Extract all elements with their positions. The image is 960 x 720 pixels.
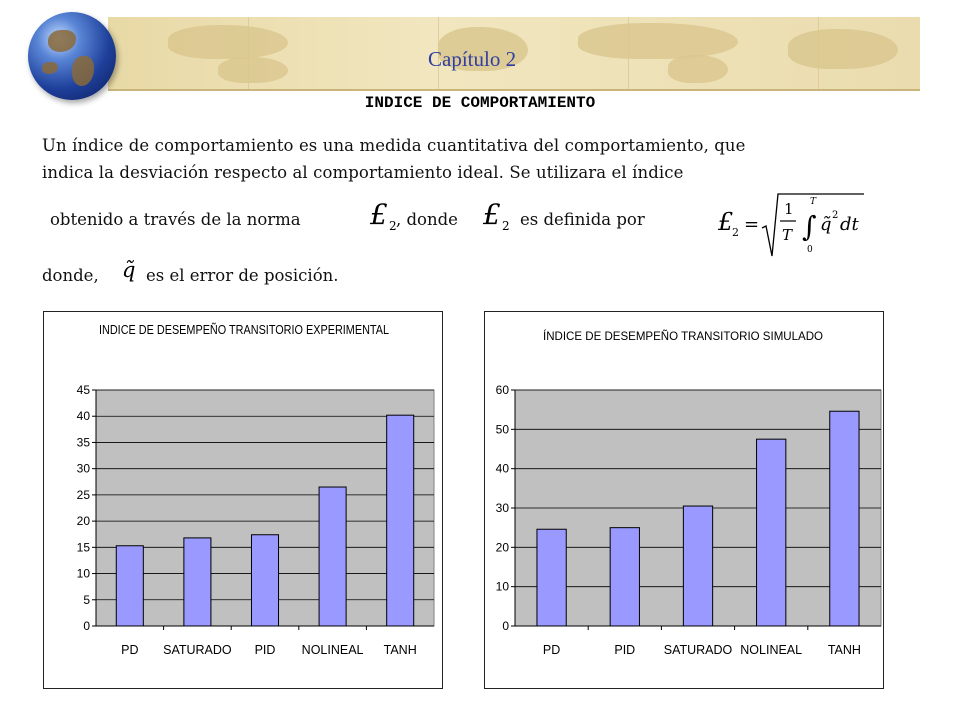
formula-upper-limit: T [810,197,817,207]
x-tick-label: SATURADO [163,643,232,657]
globe-land [72,56,94,86]
x-tick-label: TANH [827,643,861,657]
norm-symbol: £ [483,198,501,231]
l2-norm-formula [716,190,866,260]
x-tick-label: TANH [383,643,417,657]
chart-experimental-svg [44,312,442,688]
map-continent [168,25,288,59]
bar [387,415,414,626]
bar [184,538,211,626]
paragraph-line-3a: obtenido a través de la norma [50,210,301,229]
chart-simulated [484,311,884,689]
formula-norm-symbol: £ [718,208,734,236]
y-tick-label: 10 [76,566,90,581]
formula-norm-subscript: 2 [732,226,739,239]
bar [116,546,143,626]
formula-integral: ∫ [802,210,817,243]
chart-experimental [43,311,443,689]
formula-T: T [782,226,793,244]
bar [537,529,566,626]
formula-equals: = [744,214,760,235]
bar [319,487,346,626]
y-tick-label: 20 [495,540,509,555]
x-tick-label: SATURADO [663,643,733,657]
paragraph-line-3c: es definida por [520,210,645,229]
norm-symbol: £ [370,198,388,231]
x-tick-label: PD [542,643,561,657]
y-tick-label: 40 [495,461,509,476]
y-tick-label: 60 [495,383,509,397]
chart-title: INDICE DE DESEMPEÑO TRANSITORIO EXPERIMENTAL [99,323,390,337]
paragraph-line-2: indica la desviación respecto al comportamiento ideal. Se utilizara el índice [42,163,684,182]
globe-land [48,30,76,52]
chart-simulated-svg [485,312,909,688]
bar [757,439,786,626]
globe-icon [28,12,116,100]
y-tick-label: 10 [495,579,509,594]
y-tick-label: 5 [83,592,90,607]
formula-square: 2 [832,210,839,221]
paragraph-line-3b: , donde [396,210,458,229]
norm-subscript: 2 [389,219,397,233]
bar [251,535,278,626]
x-tick-label: PID [254,643,276,657]
bar [610,528,639,626]
section-title: INDICE DE COMPORTAMIENTO [364,94,596,112]
formula-lower-limit: 0 [807,245,813,255]
bar [830,411,859,626]
bar [683,506,712,626]
paragraph-line-1: Un índice de comportamiento es una medida cuantitativa del comportamiento, que [42,136,746,155]
y-tick-label: 0 [83,619,90,633]
x-tick-label: PID [614,643,636,657]
chapter-title: Capítulo 2 [428,47,517,71]
x-tick-label: PD [121,643,139,657]
map-continent [578,23,738,59]
y-tick-label: 35 [76,435,90,450]
x-tick-label: NOLINEAL [740,643,803,657]
y-tick-label: 15 [76,540,90,555]
norm-subscript: 2 [502,219,510,233]
map-continent [218,57,288,83]
x-tick-label: NOLINEAL [301,643,364,657]
chart-title: ÍNDICE DE DESEMPEÑO TRANSITORIO SIMULADO [543,329,835,343]
paragraph-line-4a: donde, [42,266,99,285]
globe-land [42,62,58,74]
y-tick-label: 20 [76,514,90,529]
y-tick-label: 45 [76,383,90,397]
formula-dt: dt [840,214,859,235]
y-tick-label: 50 [495,422,509,437]
map-continent [788,29,898,69]
map-continent [668,55,728,83]
formula-q-tilde: q̃ [820,214,832,235]
y-tick-label: 40 [76,409,90,424]
y-tick-label: 30 [495,501,509,515]
y-tick-label: 25 [76,487,90,502]
formula-one: 1 [784,200,794,218]
y-tick-label: 0 [502,619,509,633]
paragraph-line-4b: es el error de posición. [146,266,339,285]
y-tick-label: 30 [76,461,90,476]
q-tilde-symbol: q̃ [122,258,136,282]
